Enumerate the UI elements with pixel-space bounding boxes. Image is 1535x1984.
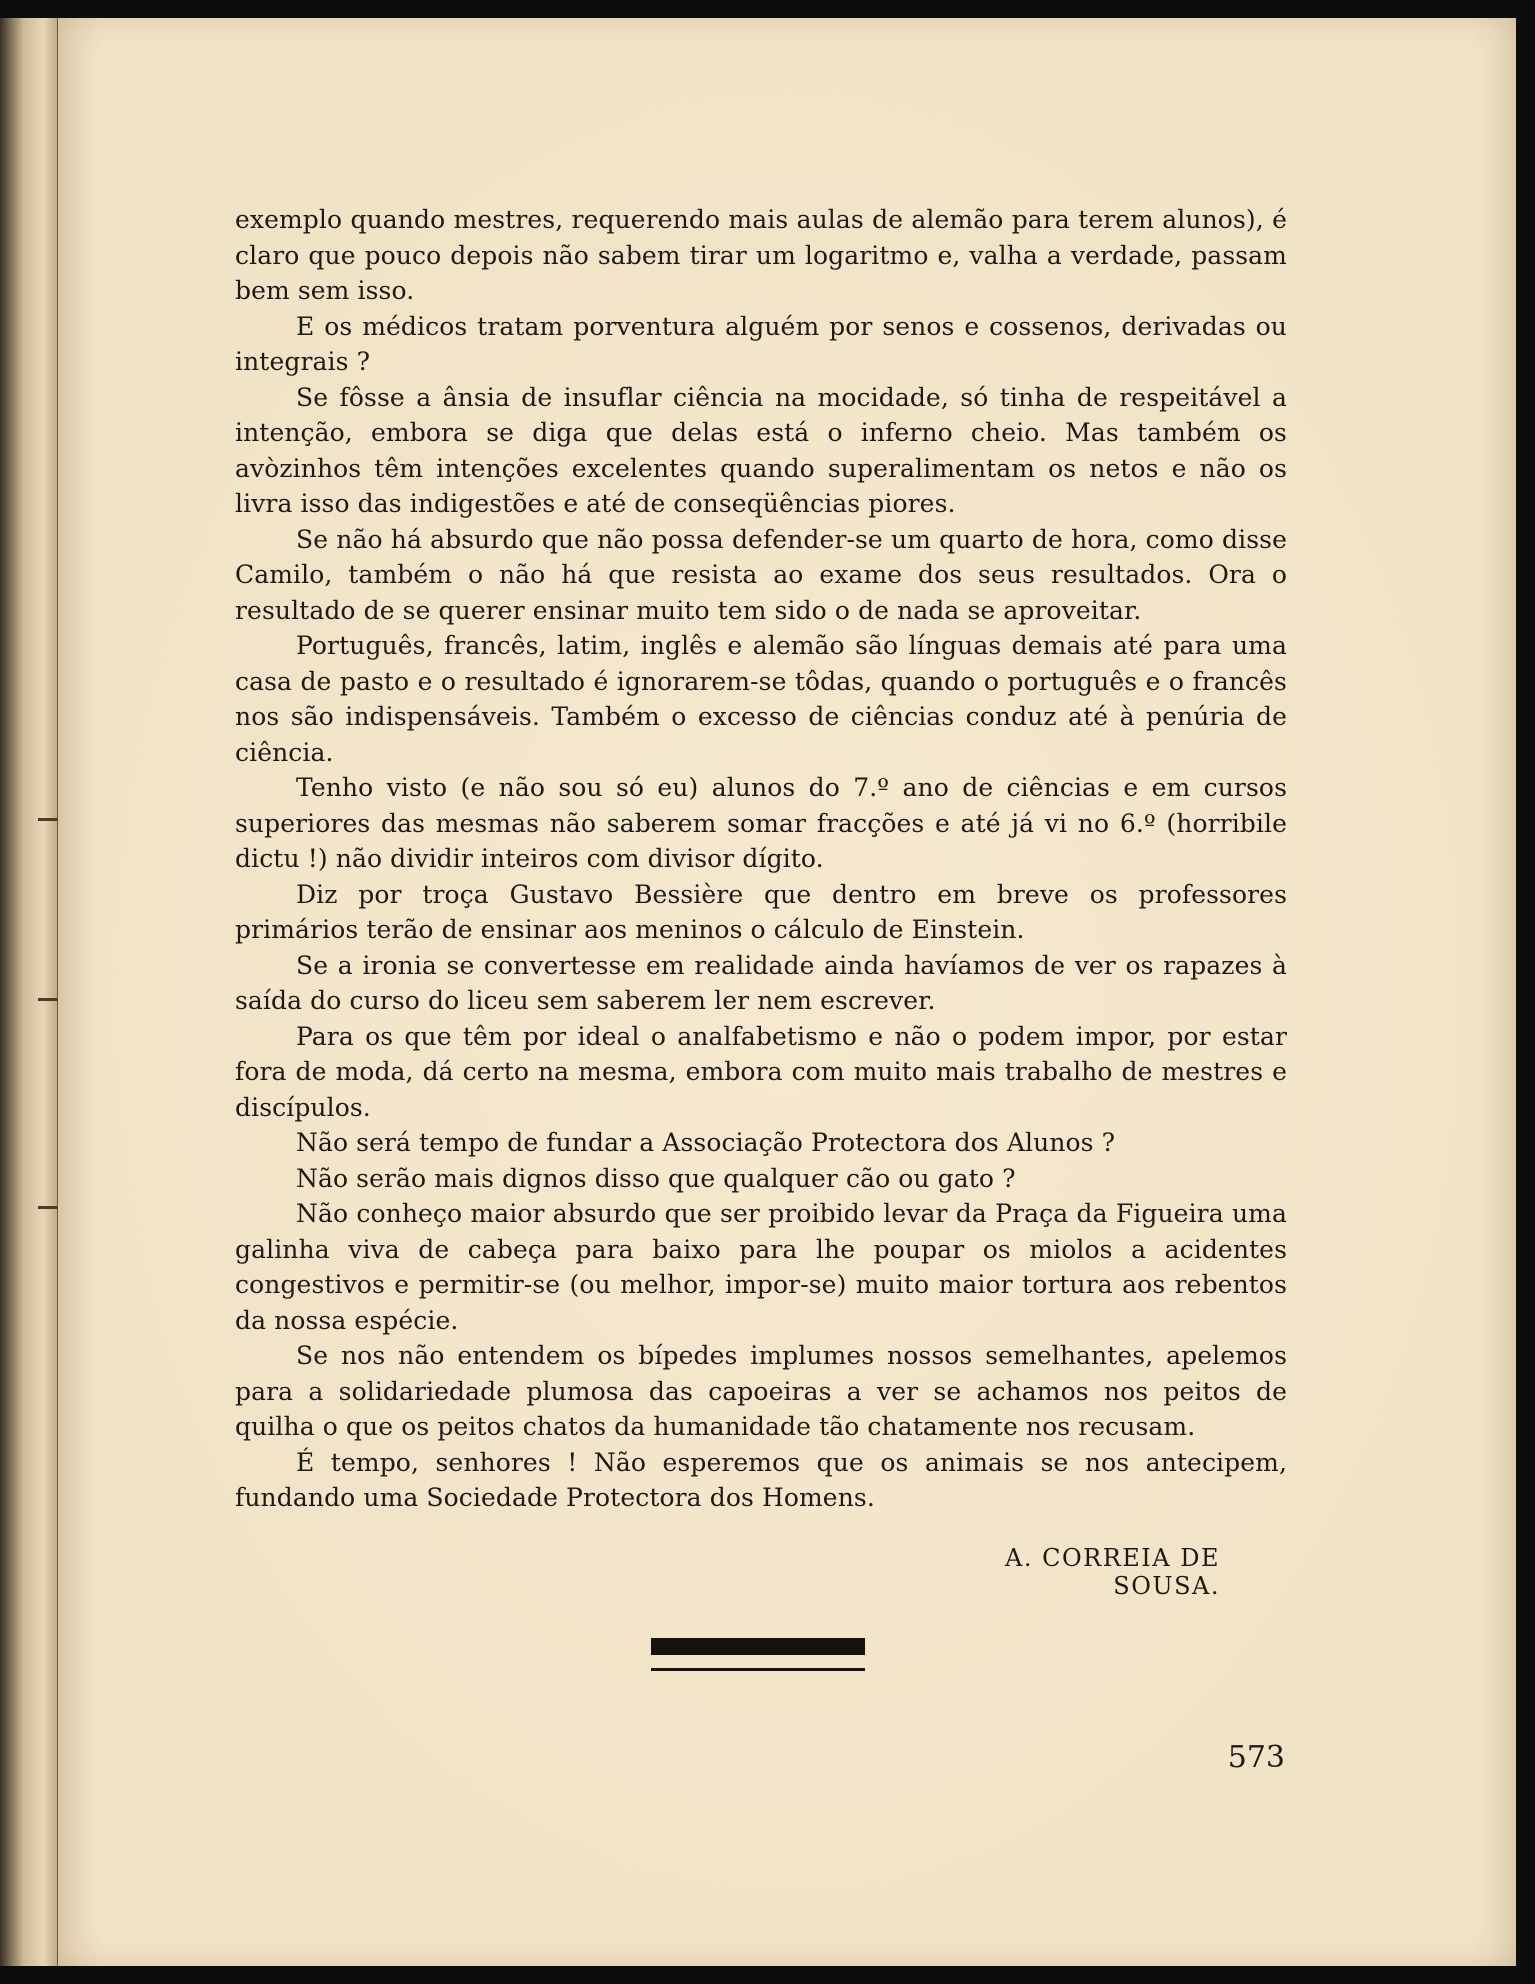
article-paragraph: E os médicos tratam porventura alguém por senos e cossenos, derivadas ou integrais ? bbox=[235, 311, 1287, 376]
ornament-rule bbox=[651, 1668, 865, 1671]
binding-edge bbox=[0, 18, 58, 1966]
author-signature: A. CORREIA DE SOUSA. bbox=[1005, 1544, 1220, 1600]
article-paragraph: Não conheço maior absurdo que ser proibido levar da Praça da Figueira uma galinha viva de cabeça para baixo para lhe poupar os miolos a acidentes congestivos e permitir-se (ou melhor, impor-se) muito maior tortura aos rebentos da nossa espécie. bbox=[235, 1199, 1287, 1335]
article-paragraph: Para os que têm por ideal o analfabetismo e não o podem impor, por estar fora de moda, dá certo na mesma, embora com muito mais trabalho de mestres e discípulos. bbox=[235, 1021, 1287, 1122]
ornament-bar bbox=[651, 1638, 865, 1655]
article-paragraph: Se nos não entendem os bípedes implumes nossos semelhantes, apelemos para a solidariedade plumosa das capoeiras a ver se achamos nos peitos de quilha o que os peitos chatos da humanidade tão chatamente nos recusam. bbox=[235, 1341, 1287, 1441]
article-paragraph: Se fôsse a ânsia de insuflar ciência na mocidade, só tinha de respeitável a intenção, embora se diga que delas está o inferno cheio. Mas também os avòzinhos têm intenções excelentes quando superalimentam os netos e não os livra isso das indigestões e até de conseqüências piores. bbox=[235, 382, 1287, 518]
article-body bbox=[235, 202, 1287, 1516]
article-paragraph: Português, francês, latim, inglês e alemão são línguas demais até para uma casa de pasto e o resultado é ignorarem-se tôdas, quando o português e o francês nos são indispensáveis. Também o excesso de ciências conduz até à penúria de ciência. bbox=[235, 631, 1287, 767]
article-paragraph: Não será tempo de fundar a Associação Protectora dos Alunos ? bbox=[296, 1128, 1116, 1157]
article-paragraph: Diz por troça Gustavo Bessière que dentro em breve os professores primários terão de ensinar aos meninos o cálculo de Einstein. bbox=[235, 879, 1287, 944]
end-ornament bbox=[651, 1638, 865, 1674]
page-number: 573 bbox=[1227, 1740, 1285, 1775]
article-paragraph: Se não há absurdo que não possa defender-se um quarto de hora, como disse Camilo, também o não há que resista ao exame dos seus resultados. Ora o resultado de se querer ensinar muito tem sido o de nada se aproveitar. bbox=[235, 524, 1287, 625]
article-paragraph: Tenho visto (e não sou só eu) alunos do 7.º ano de ciências e em cursos superiores das mesmas não saberem somar fracções e até já vi no 6.º (horribile dictu !) não dividir inteiros com divisor dígito. bbox=[235, 773, 1287, 873]
article-paragraph: Se a ironia se convertesse em realidade ainda havíamos de ver os rapazes à saída do curso do liceu sem saberem ler nem escrever. bbox=[235, 950, 1287, 1015]
article-paragraph: É tempo, senhores ! Não esperemos que os animais se nos antecipem, fundando uma Sociedade Protectora dos Homens. bbox=[235, 1447, 1287, 1512]
article-paragraph: exemplo quando mestres, requerendo mais aulas de alemão para terem alunos), é claro que pouco depois não sabem tirar um logaritmo e, valha a verdade, passam bem sem isso. bbox=[235, 205, 1287, 305]
article-paragraph: Não serão mais dignos disso que qualquer cão ou gato ? bbox=[296, 1163, 1016, 1193]
